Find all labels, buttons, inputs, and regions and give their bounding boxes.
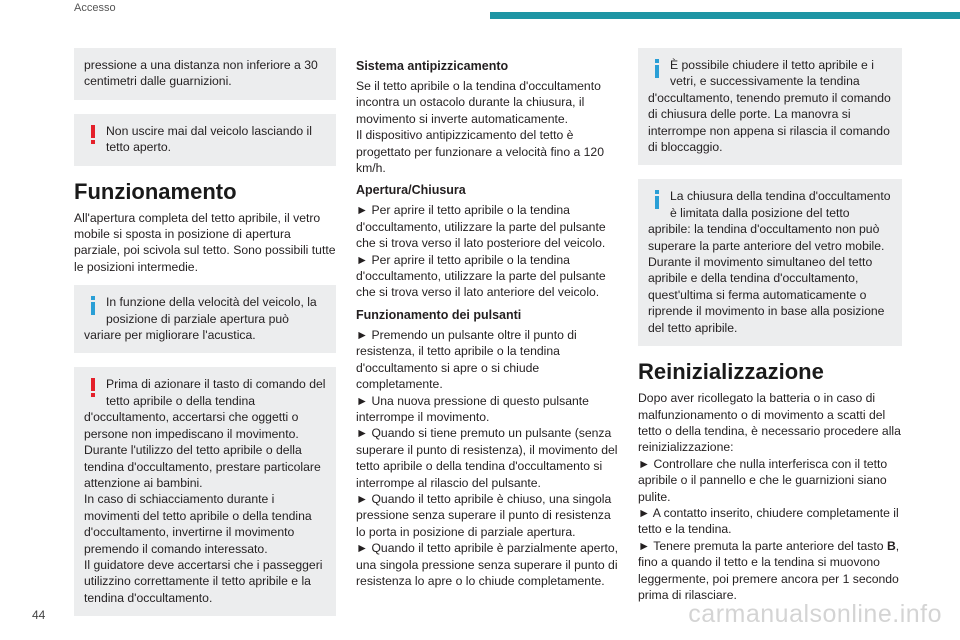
warning-box-safety xyxy=(74,367,336,616)
buttons-line: ► Quando il tetto apribile è chiuso, una singola pressione senza superare il punto di resistenza lo porta in posizione di parziale apertura. xyxy=(356,491,612,539)
reset-text: ► Tenere premuta la parte anteriore del tasto xyxy=(638,538,887,553)
key-label-b: B xyxy=(886,538,896,553)
warning-text: Non uscire mai dal veicolo lasciando il tetto aperto. xyxy=(106,123,312,155)
warning-text-line: Durante l'utilizzo del tetto apribile o della tendina d'occultamento, prestare particolare attenzione ai bambini. xyxy=(84,443,321,490)
warning-box-roof-open xyxy=(74,114,336,166)
column-3 xyxy=(638,48,902,603)
note-box-continued xyxy=(74,48,336,100)
heading-funzionamento: Funzionamento xyxy=(74,178,237,204)
reset-line: Dopo aver ricollegato la batteria o in caso di malfunzionamento o di movimento a scatti del tetto o della tendina, è necessario procedere alla reinizializzazione: xyxy=(638,391,901,455)
reset-line-last xyxy=(638,538,902,604)
column-1 xyxy=(74,48,336,630)
column-2 xyxy=(356,48,620,589)
warning-text-line: Prima di azionare il tasto di comando del tetto apribile o della tendina d'occultamento, accertarsi che oggetti o persone non impediscano il movimento. xyxy=(84,377,326,441)
buttons-line: ► Una nuova pressione di questo pulsante interrompe il movimento. xyxy=(356,393,589,424)
info-text: È possibile chiudere il tetto apribile e i vetri, e successivamente la tendina d'occultamento, tenendo premuto il comando di chiusura delle porte. La manovra si interrompe non appena si rilascia il comando di bloccaggio. xyxy=(648,58,891,155)
info-box-closing xyxy=(638,48,902,165)
paragraph-funzionamento: All'apertura completa del tetto apribile, il vetro mobile si sposta in posizione di apertura parziale, poi scivola sul tetto. Sono possibili tutte le posizioni intermedie. xyxy=(74,210,336,274)
page-number: 44 xyxy=(32,608,46,622)
open-close-line: ► Per aprire il tetto apribile o la tendina d'occultamento, utilizzare la parte del pulsante che si trova verso il lato posteriore del veicolo. xyxy=(356,203,606,251)
info-box-blind-limit xyxy=(638,179,902,346)
warning-text-line: In caso di schiacciamento durante i movimenti del tetto apribile o della tendina d'occultamento, invertirne il movimento premendo il comando interessato. xyxy=(84,492,312,556)
info-text: La chiusura della tendina d'occultamento è limitata dalla posizione del tetto apribile: la tendina d'occultamento non può superare la parte anteriore del vetro mobile. Durante il movimento simultaneo del tetto apribile e della tendina d'occultamento, quest'ultima si ferma automaticamente o riprende il movimento in base alla posizione del tetto apribile. xyxy=(648,189,891,335)
antipinch-line: Se il tetto apribile o la tendina d'occultamento incontra un ostacolo durante la chiusura, il movimento si inverte automaticamente. xyxy=(356,79,601,126)
heading-open-close: Apertura/Chiusura xyxy=(356,183,466,198)
section-label: Accesso xyxy=(74,2,116,14)
buttons-line: ► Quando si tiene premuto un pulsante (senza superare il punto di resistenza), il movimento del tetto apribile o della tendina d'occultamento si interrompe al rilascio del pulsante. xyxy=(356,426,618,490)
heading-buttons: Funzionamento dei pulsanti xyxy=(356,307,522,322)
buttons-line: ► Quando il tetto apribile è parzialmente aperto, una singola pressione senza superare il punto di resistenza lo apre o lo chiude completamente. xyxy=(356,541,619,588)
heading-reinizializzazione: Reinizializzazione xyxy=(638,359,824,385)
antipinch-line: Il dispositivo antipizzicamento del tetto è progettato per funzionare a velocità fino a 120 km/h. xyxy=(356,128,604,176)
info-box-speed xyxy=(74,285,336,353)
buttons-line: ► Premendo un pulsante oltre il punto di resistenza, il tetto apribile o la tendina d'occultamento si apre o si chiude completamente. xyxy=(356,327,577,392)
info-text: In funzione della velocità del veicolo, la posizione di parziale apertura può variare per migliorare l'acustica. xyxy=(84,295,317,343)
watermark: carmanualsonline.info xyxy=(688,600,942,628)
reset-line: ► A contatto inserito, chiudere completamente il tetto e la tendina. xyxy=(638,505,899,537)
heading-antipinch: Sistema antipizzicamento xyxy=(356,59,509,73)
reset-line: ► Controllare che nulla interferisca con il tetto apribile o il pannello e che le guarnizioni siano pulite. xyxy=(638,456,888,504)
warning-text-line: Il guidatore deve accertarsi che i passeggeri utilizzino correttamente il tetto apribile e la tendina d'occultamento. xyxy=(84,557,323,605)
open-close-line: ► Per aprire il tetto apribile o la tendina d'occultamento, utilizzare la parte del pulsante che si trova verso il lato anteriore del veicolo. xyxy=(356,252,606,300)
note-text: pressione a una distanza non inferiore a 30 centimetri dalle guarnizioni. xyxy=(84,58,318,89)
reset-text: , fino a quando il tetto e la tendina si muovono leggermente, poi premere ancora per 1 secondo prima di rilasciare. xyxy=(638,538,900,602)
header-accent-bar xyxy=(490,12,960,19)
